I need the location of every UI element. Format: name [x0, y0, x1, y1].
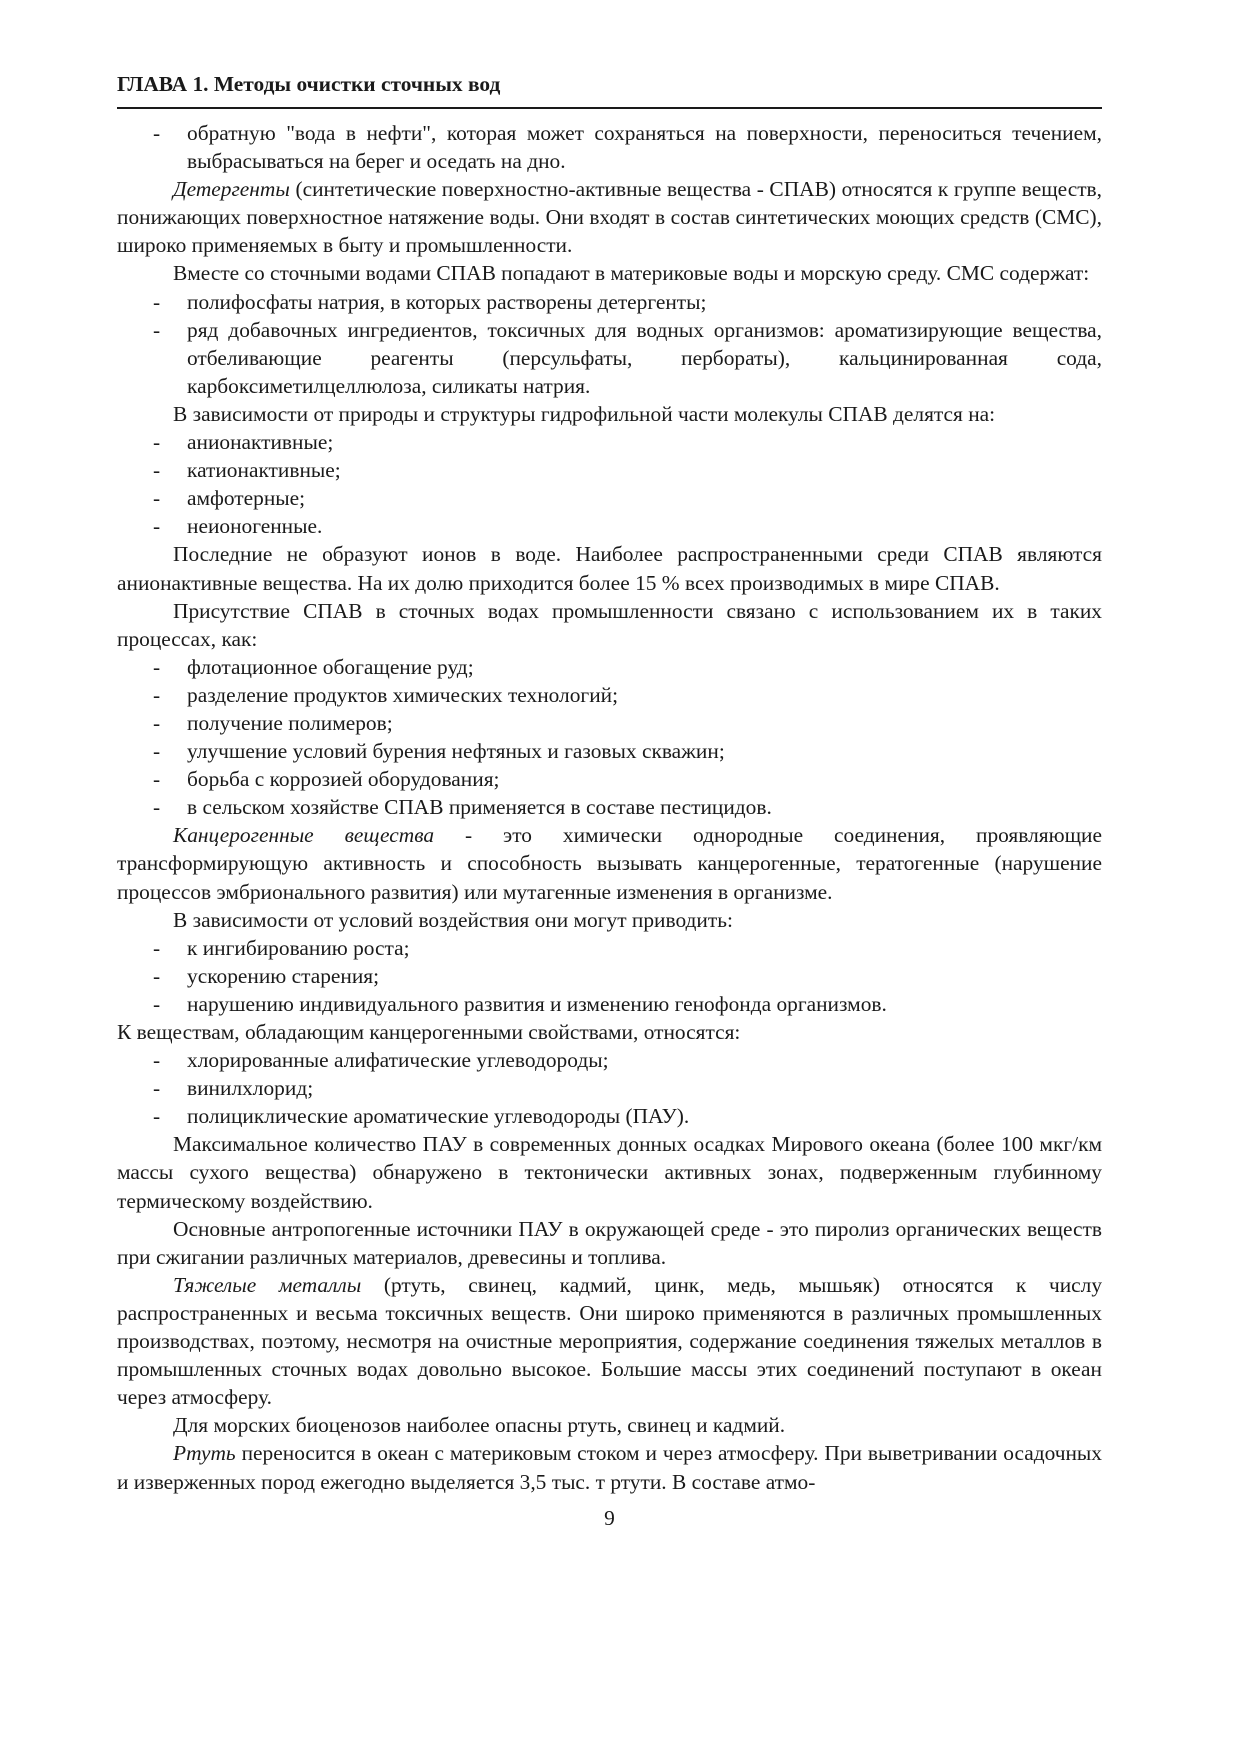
list-item-text: нарушению индивидуального развития и изменению генофонда организмов.: [187, 991, 887, 1016]
list-item-text: флотационное обогащение руд;: [187, 654, 474, 679]
list-item-text: ряд добавочных ингредиентов, токсичных для водных организмов: ароматизирующие вещества, отбеливающие реагенты (персульфаты, пербораты), кальцинированная сода, карбоксиметилцеллюлоза, силикаты натрия.: [187, 317, 1102, 398]
italic-term: Канцерогенные вещества: [173, 823, 435, 848]
list-item-text: хлорированные алифатические углеводороды;: [187, 1048, 609, 1073]
list-dash: -: [153, 654, 161, 679]
list-item-text: обратную "вода в нефти", которая может сохраняться на поверхности, переноситься течением, выбрасываться на берег и оседать на дно.: [187, 121, 1102, 174]
paragraph: [117, 1411, 1102, 1439]
list-dash: -: [153, 739, 161, 764]
paragraph-text: (ртуть, свинец, кадмий, цинк, медь, мышьяк) относятся к числу распространенных и весьма токсичных веществ. Они широко применяются в различных промышленных производствах, поэтому, несмотря на очистные мероприятия, содержание соединения тяжелых металлов в промышленных сточных водах довольно высокое. Большие массы этих соединений поступают в океан через атмосферу.: [117, 1272, 1103, 1410]
page-number: 9: [604, 1505, 615, 1530]
page-body: [117, 119, 1102, 1496]
list-item: [117, 512, 1102, 540]
italic-term: Тяжелые металлы: [173, 1272, 362, 1297]
list-dash: -: [153, 458, 161, 483]
document-page: [117, 70, 1102, 1532]
paragraph-text: К веществам, обладающим канцерогенными свойствами, относятся:: [117, 1020, 741, 1044]
list-item-text: к ингибированию роста;: [187, 935, 410, 960]
list-item: [117, 793, 1102, 821]
list-dash: -: [153, 710, 161, 735]
list-dash: -: [153, 1104, 161, 1129]
list-dash: -: [153, 430, 161, 455]
list-item: [117, 288, 1102, 316]
paragraph: [117, 540, 1102, 596]
list-item-text: полициклические ароматические углеводороды (ПАУ).: [187, 1104, 690, 1129]
italic-term: Детергенты: [173, 177, 290, 202]
paragraph: [117, 821, 1102, 905]
paragraph: [117, 259, 1102, 287]
list-dash: -: [153, 486, 161, 511]
list-item: [117, 681, 1102, 709]
chapter-header: ГЛАВА 1. Методы очистки сточных вод: [117, 70, 1102, 109]
paragraph: [117, 175, 1102, 259]
list-dash: -: [153, 1048, 161, 1073]
list-item: [117, 316, 1102, 400]
paragraph-text: Последние не образуют ионов в воде. Наиболее распространенными среди СПАВ являются анионактивные вещества. На их долю приходится более 15 % всех производимых в мире СПАВ.: [117, 542, 1102, 595]
paragraph-text: Вместе со сточными водами СПАВ попадают в материковые воды и морскую среду. СМС содержат:: [173, 261, 1090, 286]
list-item: [117, 934, 1102, 962]
list-dash: -: [153, 963, 161, 988]
list-item-text: амфотерные;: [187, 486, 306, 511]
paragraph-text: В зависимости от условий воздействия они могут приводить:: [173, 907, 733, 932]
plain-paragraph: [117, 1018, 1102, 1046]
list-dash: -: [153, 514, 161, 539]
paragraph-text: В зависимости от природы и структуры гидрофильной части молекулы СПАВ делятся на:: [173, 401, 996, 426]
list-item: [117, 653, 1102, 681]
list-dash: -: [153, 682, 161, 707]
list-item: [117, 990, 1102, 1018]
list-item-text: винилхлорид;: [187, 1076, 314, 1101]
list-item: [117, 709, 1102, 737]
paragraph: [117, 1215, 1102, 1271]
list-item-text: разделение продуктов химических технологий;: [187, 682, 619, 707]
paragraph-text: переносится в океан с материковым стоком и через атмосферу. При выветривании осадочных и изверженных пород ежегодно выделяется 3,5 тыс. т ртути. В составе атмо-: [117, 1441, 1102, 1494]
paragraph: [117, 906, 1102, 934]
list-dash: -: [153, 795, 161, 820]
list-item: [117, 484, 1102, 512]
list-item: [117, 119, 1102, 175]
italic-term: Ртуть: [173, 1441, 236, 1466]
list-item-text: ускорению старения;: [187, 963, 380, 988]
list-item: [117, 1074, 1102, 1102]
list-item-text: полифосфаты натрия, в которых растворены детергенты;: [187, 289, 707, 314]
list-item: [117, 765, 1102, 793]
paragraph: [117, 1271, 1102, 1411]
list-dash: -: [153, 317, 161, 342]
list-item: [117, 1046, 1102, 1074]
paragraph-text: Присутствие СПАВ в сточных водах промышленности связано с использованием их в таких процессах, как:: [117, 598, 1102, 651]
list-dash: -: [153, 767, 161, 792]
list-item: [117, 962, 1102, 990]
paragraph-text: (синтетические поверхностно-активные вещества - СПАВ) относятся к группе веществ, понижающих поверхностное натяжение воды. Они входят в состав синтетических моющих средств (СМС), широко применяемых в быту и промышленности.: [117, 177, 1102, 258]
list-item: [117, 737, 1102, 765]
list-item-text: борьба с коррозией оборудования;: [187, 767, 500, 792]
paragraph: [117, 1130, 1102, 1214]
list-item-text: неионогенные.: [187, 514, 323, 539]
list-item: [117, 428, 1102, 456]
list-dash: -: [153, 289, 161, 314]
paragraph-text: Максимальное количество ПАУ в современных донных осадках Мирового океана (более 100 мкг/км массы сухого вещества) обнаружено в тектонически активных зонах, подверженным глубинному термическому воздействию.: [117, 1132, 1102, 1213]
paragraph-text: - это химически однородные соединения, проявляющие трансформирующую активность и способность вызывать канцерогенные, тератогенные (нарушение процессов эмбрионального развития) или мутагенные изменения в организме.: [117, 823, 1102, 904]
paragraph: [117, 400, 1102, 428]
list-dash: -: [153, 935, 161, 960]
list-item-text: катионактивные;: [187, 458, 341, 483]
paragraph-text: Основные антропогенные источники ПАУ в окружающей среде - это пиролиз органических веществ при сжигании различных материалов, древесины и топлива.: [117, 1216, 1102, 1269]
paragraph: [117, 1439, 1102, 1495]
list-item-text: улучшение условий бурения нефтяных и газовых скважин;: [187, 739, 725, 764]
list-item-text: анионактивные;: [187, 430, 334, 455]
list-item: [117, 456, 1102, 484]
list-item-text: в сельском хозяйстве СПАВ применяется в составе пестицидов.: [187, 795, 772, 820]
paragraph-text: Для морских биоценозов наиболее опасны ртуть, свинец и кадмий.: [173, 1413, 786, 1438]
list-item: [117, 1102, 1102, 1130]
paragraph: [117, 597, 1102, 653]
list-dash: -: [153, 991, 161, 1016]
list-dash: -: [153, 1076, 161, 1101]
list-item-text: получение полимеров;: [187, 710, 393, 735]
list-dash: -: [153, 121, 161, 145]
